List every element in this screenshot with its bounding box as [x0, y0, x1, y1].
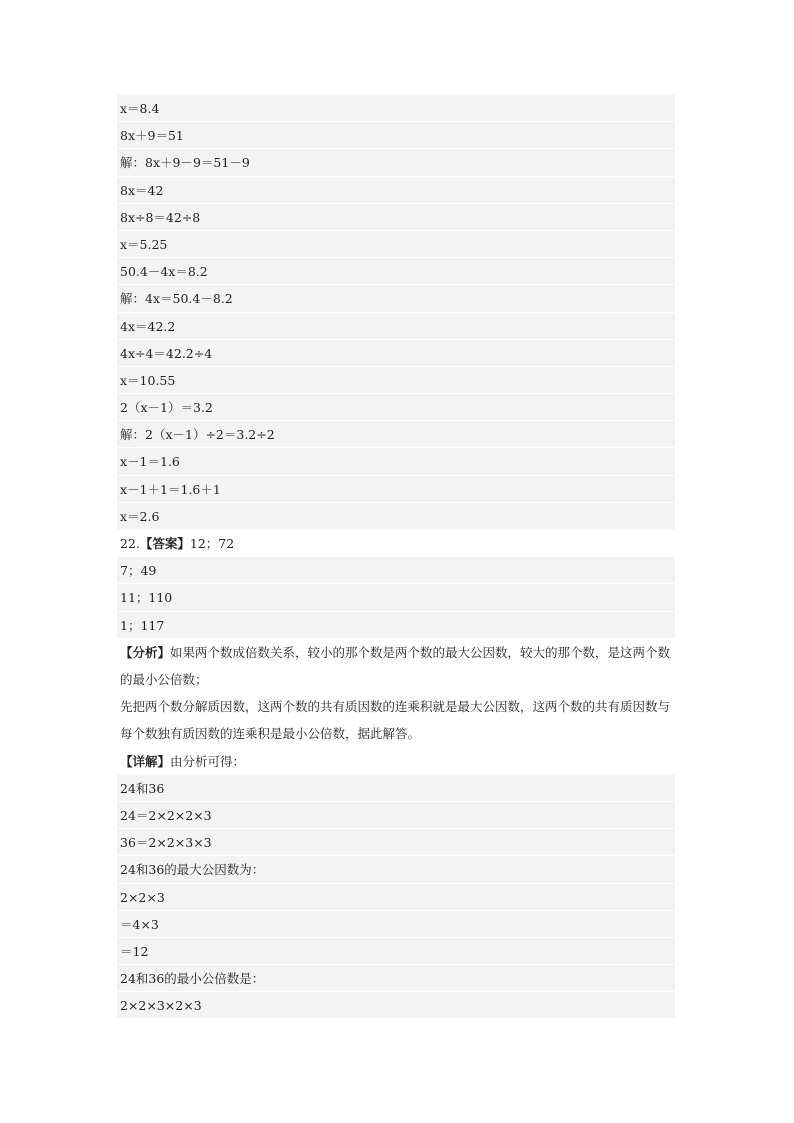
equation-line: x－1＋1＝1.6＋1 — [117, 476, 675, 503]
answer-lines-block — [117, 557, 675, 639]
equation-line: 8x÷8＝42÷8 — [117, 204, 675, 231]
analysis-text-1: 如果两个数成倍数关系，较小的那个数是两个数的最大公因数，较大的那个数，是这两个数的最小公倍数； — [120, 644, 671, 687]
equation-line: 8x＝42 — [117, 177, 675, 204]
detail-intro: 由分析可得： — [170, 753, 246, 769]
analysis-tag: 【分析】 — [120, 644, 171, 660]
answer-line: 1；117 — [117, 612, 675, 639]
detail-tag: 【详解】 — [120, 753, 171, 769]
detail-line: ＝4×3 — [117, 911, 675, 938]
equation-line: x＝2.6 — [117, 503, 675, 530]
equation-line: x＝5.25 — [117, 231, 675, 258]
detail-line: 24和36的最小公倍数是： — [117, 965, 675, 992]
question-number: 22. — [120, 536, 140, 551]
detail-line: 24和36的最大公因数为： — [117, 856, 675, 883]
detail-line: ＝12 — [117, 938, 675, 965]
equation-line: x＝8.4 — [117, 95, 675, 122]
equation-line: 解：4x＝50.4－8.2 — [117, 285, 675, 312]
analysis-paragraph-2 — [117, 693, 675, 747]
equation-solution-block — [117, 95, 675, 530]
equation-line: 8x＋9＝51 — [117, 122, 675, 149]
answer-line: 11；110 — [117, 584, 675, 611]
equation-line: 解：8x＋9－9＝51－9 — [117, 149, 675, 176]
detail-lines-block — [117, 775, 675, 1020]
document-body — [117, 95, 675, 1019]
detail-line: 24＝2×2×2×3 — [117, 802, 675, 829]
equation-line: 解：2（x－1）÷2＝3.2÷2 — [117, 421, 675, 448]
detail-line: 36＝2×2×3×3 — [117, 829, 675, 856]
question-22-answer — [117, 530, 675, 557]
answer-tag: 【答案】 — [139, 536, 190, 551]
detail-line: 24和36 — [117, 775, 675, 802]
analysis-text-2: 先把两个数分解质因数，这两个数的共有质因数的连乘积就是最大公因数，这两个数的共有质因数与每个数独有质因数的连乘积是最小公倍数，据此解答。 — [120, 699, 671, 742]
equation-line: 50.4－4x＝8.2 — [117, 258, 675, 285]
equation-line: 2（x－1）＝3.2 — [117, 394, 675, 421]
equation-line: 4x＝42.2 — [117, 313, 675, 340]
detail-line: 2×2×3×2×3 — [117, 992, 675, 1019]
answer-value: 12；72 — [189, 536, 235, 551]
detail-heading — [117, 748, 675, 775]
equation-line: x＝10.55 — [117, 367, 675, 394]
analysis-paragraph — [117, 639, 675, 693]
equation-line: 4x÷4＝42.2÷4 — [117, 340, 675, 367]
detail-line: 2×2×3 — [117, 884, 675, 911]
equation-line: x－1＝1.6 — [117, 448, 675, 475]
answer-line: 7；49 — [117, 557, 675, 584]
